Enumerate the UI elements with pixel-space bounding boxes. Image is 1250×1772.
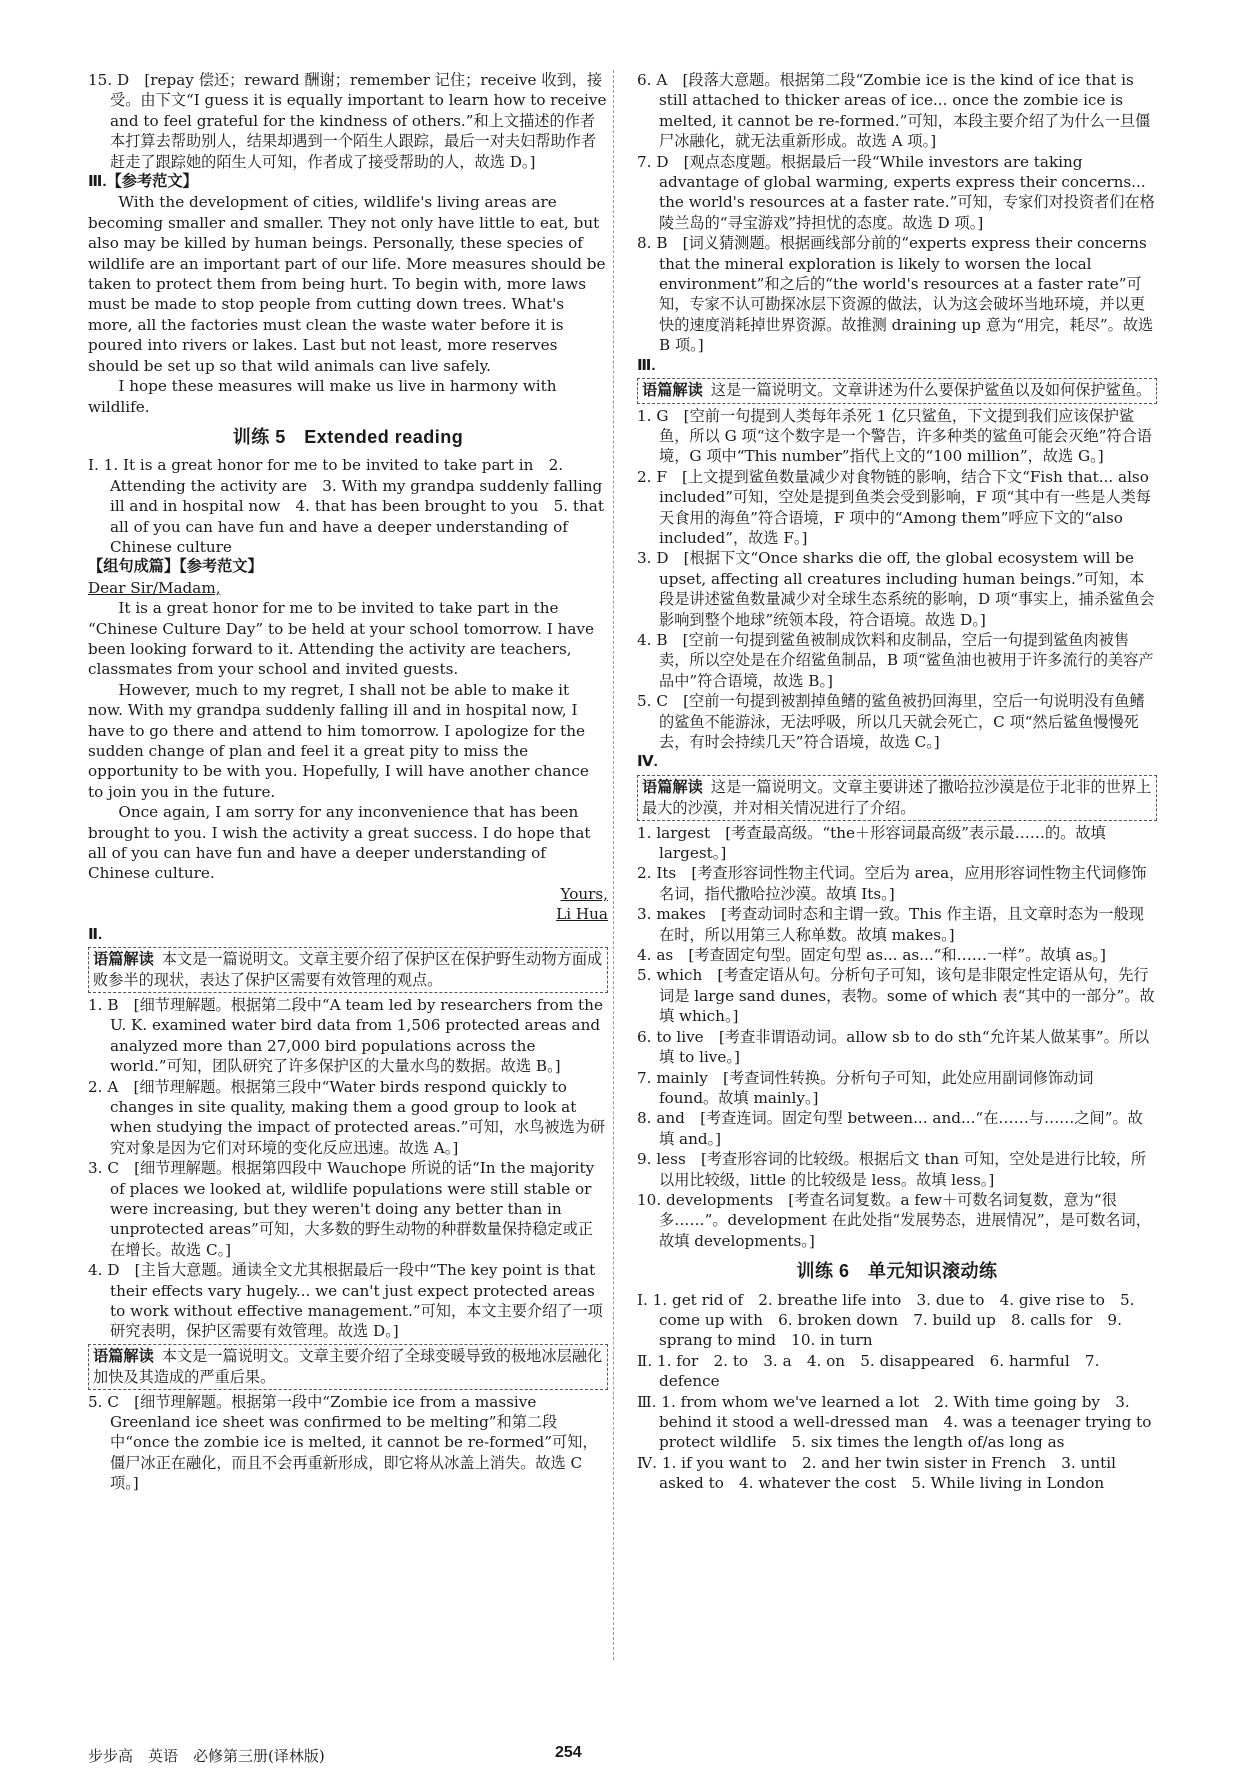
essay-paragraph-1: With the development of cities, wildlife's living areas are becoming smaller and smaller. They not only have little to eat, but also may be killed by human beings. Personally, these species of wildlife are an important part of our life. More measures should be taken to protect them from being hurt. To begin with, more laws must be made to stop people from cutting down trees. What's more, all the factories must clean the waste water before it is poured into rivers or lakes. Last but not least, more reserves should be set up so that wild animals can live safely.	[88, 193, 606, 375]
answer-6: 6. A [段落大意题。根据第二段“Zombie ice is the kind of ice that is still attached to thicker areas of ice... once the zombie ice is melted, it cannot be re-formed.”可知，本段主要介绍了为什么一旦僵尸冰融化，就无法重新形成。故选 A 项。]	[637, 71, 1151, 151]
answer-4: 4. D [主旨大意题。通读全文尤其根据最后一段中“The key point is that their effects vary hugely... we can't just expect protected areas to work without effective management.”可知，本文主要介绍了一项研究表明，保护区需要有效管理。故选 D。]	[88, 1261, 603, 1341]
letter-paragraph-3: Once again, I am sorry for any inconvenience that has been brought to you. I wish the activity a great success. I do hope that all of you can have fun and have a deeper understanding of Chinese culture.	[88, 803, 591, 883]
analysis-text-3: 这是一篇说明文。文章讲述为什么要保护鲨鱼以及如何保护鲨鱼。	[710, 381, 1152, 400]
page-number: 254	[555, 1744, 582, 1761]
reading-answer-2: 2. F [上文提到鲨鱼数量减少对食物链的影响，结合下文“Fish that... also included”可知，空处是提到鱼类会受到影响，F 项“其中有一些是人类每天食用的海鱼”符合语境，F 项中的“Among them”呼应下文的“also included”，故选 F。]	[637, 467, 1151, 547]
passage-analysis-box-4	[637, 775, 1157, 821]
answer-15: 15. D [repay 偿还；reward 酬谢；remember 记住；receive 收到，接受。由下文“I guess it is equally important to learn how to receive and to feel grateful for the kindness of others.”和上文描述的作者本打算去帮助别人，结果却遇到一个陌生人跟踪，最后一对夫妇帮助作者赶走了跟踪她的陌生人可知，作者成了接受帮助的人，故选 D。]	[88, 71, 607, 171]
grammar-answer-2: 2. Its [考查形容词性物主代词。空后为 area，应用形容词性物主代词修饰名词，指代撒哈拉沙漠。故填 Its。]	[637, 864, 1147, 903]
answer-8: 8. B [词义猜测题。根据画线部分前的“experts express their concerns that the mineral exploration is likely to worsen the local environment”和之后的“the world's resources at a faster rate”可知，专家不认可勘探冰层下资源的做法，认为这会破坏当地环境，并以更快的速度消耗掉世界资源。故推测 draining up 意为“用完，耗尽”。故选 B 项。]	[637, 234, 1154, 355]
analysis-text-2: 本文是一篇说明文。文章主要介绍了全球变暖导致的极地冰层融化加快及其造成的严重后果。	[93, 1346, 603, 1387]
grammar-answer-3: 3. makes [考查动词时态和主谓一致。This 作主语，且文章时态为一般现在时，所以用第三人称单数。故填 makes。]	[637, 905, 1144, 944]
analysis-text-1: 本文是一篇说明文。文章主要介绍了保护区在保护野生动物方面成败参半的现状，表达了保护区需要有效管理的观点。	[93, 950, 603, 990]
footer-book-title: 步步高 英语 必修第三册(译林版)	[88, 1747, 325, 1765]
analysis-label: 语篇解读	[93, 951, 154, 969]
analysis-label: 语篇解读	[93, 1347, 154, 1365]
unit-answers-4: Ⅳ. 1. if you want to 2. and her twin sister in French 3. until asked to 4. whatever the cost 5. While living in London	[637, 1453, 1116, 1493]
letter-paragraph-2: However, much to my regret, I shall not be able to make it now. With my grandpa suddenly falling ill and in hospital now, I have to go there and attend to him tomorrow. I apologize for the sudden change of plan and feel it a great pity to miss the opportunity to be with you. Hopefully, I will have another chance to join you in the future.	[88, 680, 589, 801]
grammar-answer-8: 8. and [考查连词。固定句型 between... and...“在……与……之间”。故填 and。]	[637, 1109, 1143, 1148]
passage-analysis-box-3	[637, 378, 1157, 403]
analysis-label: 语篇解读	[642, 778, 703, 796]
letter-signature	[88, 904, 608, 924]
essay-paragraph-2: I hope these measures will make us live in harmony with wildlife.	[88, 377, 557, 416]
letter-paragraph-1: It is a great honor for me to be invited to take part in the “Chinese Culture Day” to be held at your school tomorrow. I have been looking forward to it. Attending the activity are teachers, classmates from your school and invited guests.	[88, 599, 594, 679]
answer-2: 2. A [细节理解题。根据第三段中“Water birds respond quickly to changes in site quality, making them a good group to look at when studying the impact of protected areas.”可知，水鸟被选为研究对象是因为它们对环境的变化反应迅速。故选 A。]	[88, 1077, 606, 1157]
left-column	[88, 70, 608, 1494]
section-2-label: Ⅱ.	[88, 925, 103, 943]
letter-closing	[88, 884, 608, 904]
section-1-answers: Ⅰ. 1. It is a great honor for me to be invited to take part in 2. Attending the activity are 3. With my grandpa suddenly falling ill and in hospital now 4. that has been brought to you 5. that all of you can have fun and have a deeper understanding of Chinese culture	[88, 456, 604, 556]
analysis-label: 语篇解读	[642, 382, 703, 400]
answer-3: 3. C [细节理解题。根据第四段中 Wauchope 所说的话“In the majority of places we looked at, wildlife populations were still stable or were increasing, but they weren't doing any better than in unprotected areas”可知，大多数的野生动物的种群数量保持稳定或正在增长。故选 C。]	[88, 1159, 595, 1259]
reading-answer-5: 5. C [空前一句提到被割掉鱼鳍的鲨鱼被扔回海里，空后一句说明没有鱼鳍的鲨鱼不能游泳，无法呼吸，所以几天就会死亡，C 项“然后鲨鱼慢慢死去，有时会持续几天”符合语境，故选 C。]	[637, 692, 1145, 751]
unit-answers-1: Ⅰ. 1. get rid of 2. breathe life into 3. due to 4. give rise to 5. come up with 6. broken down 7. build up 8. calls for 9. sprang to mind 10. in turn	[637, 1290, 1135, 1350]
letter-salutation: Dear Sir/Madam,	[88, 578, 221, 597]
answer-7: 7. D [观点态度题。根据最后一段“While investors are taking advantage of global warming, experts express their concerns... the world's resources at a faster rate.”可知，专家们对投资者们在格陵兰岛的“寻宝游戏”持担忧的态度。故选 D 项。]	[637, 152, 1155, 232]
section-3-label: Ⅲ.【参考范文】	[88, 173, 198, 191]
grammar-answer-1: 1. largest [考查最高级。“the＋形容词最高级”表示最……的。故填 largest。]	[637, 823, 1106, 863]
reading-answer-1: 1. G [空前一句提到人类每年杀死 1 亿只鲨鱼，下文提到我们应该保护鲨鱼，所以 G 项“这个数字是一个警告，许多种类的鲨鱼可能会灭绝”符合语境，G 项中“This number”指代上文的“100 million”，故选 G。]	[637, 406, 1152, 466]
column-divider	[613, 70, 614, 1660]
grammar-answer-10: 10. developments [考查名词复数。a few＋可数名词复数，意为“很多……”。development 在此处指“发展势态，进展情况”，是可数名词，故填 developments。]	[637, 1190, 1151, 1250]
section-title-5: 训练 5 Extended reading	[232, 426, 464, 447]
closing-yours: Yours,	[560, 884, 608, 903]
section-3-label-right: Ⅲ.	[637, 356, 656, 374]
reading-answer-4: 4. B [空前一句提到鲨鱼被制成饮料和皮制品，空后一句提到鲨鱼肉被售卖，所以空处是在介绍鲨鱼制品，B 项“鲨鱼油也被用于许多流行的美容产品中”符合语境，故选 B。]	[637, 630, 1154, 690]
section-4-label: Ⅳ.	[637, 753, 658, 771]
unit-answers-3: Ⅲ. 1. from whom we've learned a lot 2. With time going by 3. behind it stood a well-dressed man 4. was a teenager trying to protect wildlife 5. six times the length of/as long as	[637, 1392, 1152, 1452]
reading-answer-3: 3. D [根据下文“Once sharks die off, the global ecosystem will be upset, affecting all creatures including human beings.”可知，本段是讲述鲨鱼数量减少对全球生态系统的影响，D 项“事实上，捕杀鲨鱼会影响到整个地球”统领本段，符合语境。故选 D。]	[637, 549, 1155, 629]
passage-analysis-box-2	[88, 1344, 608, 1390]
grammar-answer-5: 5. which [考查定语从句。分析句子可知，该句是非限定性定语从句，先行词是 large sand dunes，表物。some of which 表“其中的一部分”。故填 which。]	[637, 966, 1155, 1026]
passage-analysis-box-1	[88, 947, 608, 993]
answer-5: 5. C [细节理解题。根据第一段中“Zombie ice from a massive Greenland ice sheet was confirmed to be melting”和第二段中“once the zombie ice is melted, it cannot be re-formed”可知，僵尸冰正在融化，而且不会再重新形成，即它将从冰盖上消失。故选 C 项。]	[88, 1392, 598, 1493]
grammar-answer-6: 6. to live [考查非谓语动词。allow sb to do sth“允许某人做某事”。所以填 to live。]	[637, 1027, 1150, 1067]
grammar-answer-7: 7. mainly [考查词性转换。分析句子可知，此处应用副词修饰动词 found。故填 mainly。]	[637, 1068, 1094, 1107]
grammar-answer-9: 9. less [考查形容词的比较级。根据后文 than 可知，空处是进行比较，所以用比较级，little 的比较级是 less。故填 less。]	[637, 1150, 1147, 1189]
grammar-answer-4: 4. as [考查固定句型。固定句型 as... as...“和……一样”。故填 as。]	[637, 946, 1106, 965]
analysis-text-4: 这是一篇说明文。文章主要讲述了撒哈拉沙漠是位于北非的世界上最大的沙漠，并对相关情况进行了介绍。	[642, 777, 1152, 818]
unit-answers-2: Ⅱ. 1. for 2. to 3. a 4. on 5. disappeared 6. harmful 7. defence	[637, 1351, 1100, 1391]
answer-1: 1. B [细节理解题。根据第二段中“A team led by researchers from the U. K. examined water bird data from 1,506 protected areas and analyzed more than 27,000 bird populations across the world.”可知，团队研究了许多保护区的大量水鸟的数据。故选 B。]	[88, 995, 603, 1076]
section-title-6: 训练 6 单元知识滚动练	[796, 1261, 998, 1282]
signature-name: Li Hua	[556, 905, 608, 924]
compose-label: 【组句成篇】【参考范文】	[88, 558, 263, 576]
right-column	[637, 70, 1157, 1494]
